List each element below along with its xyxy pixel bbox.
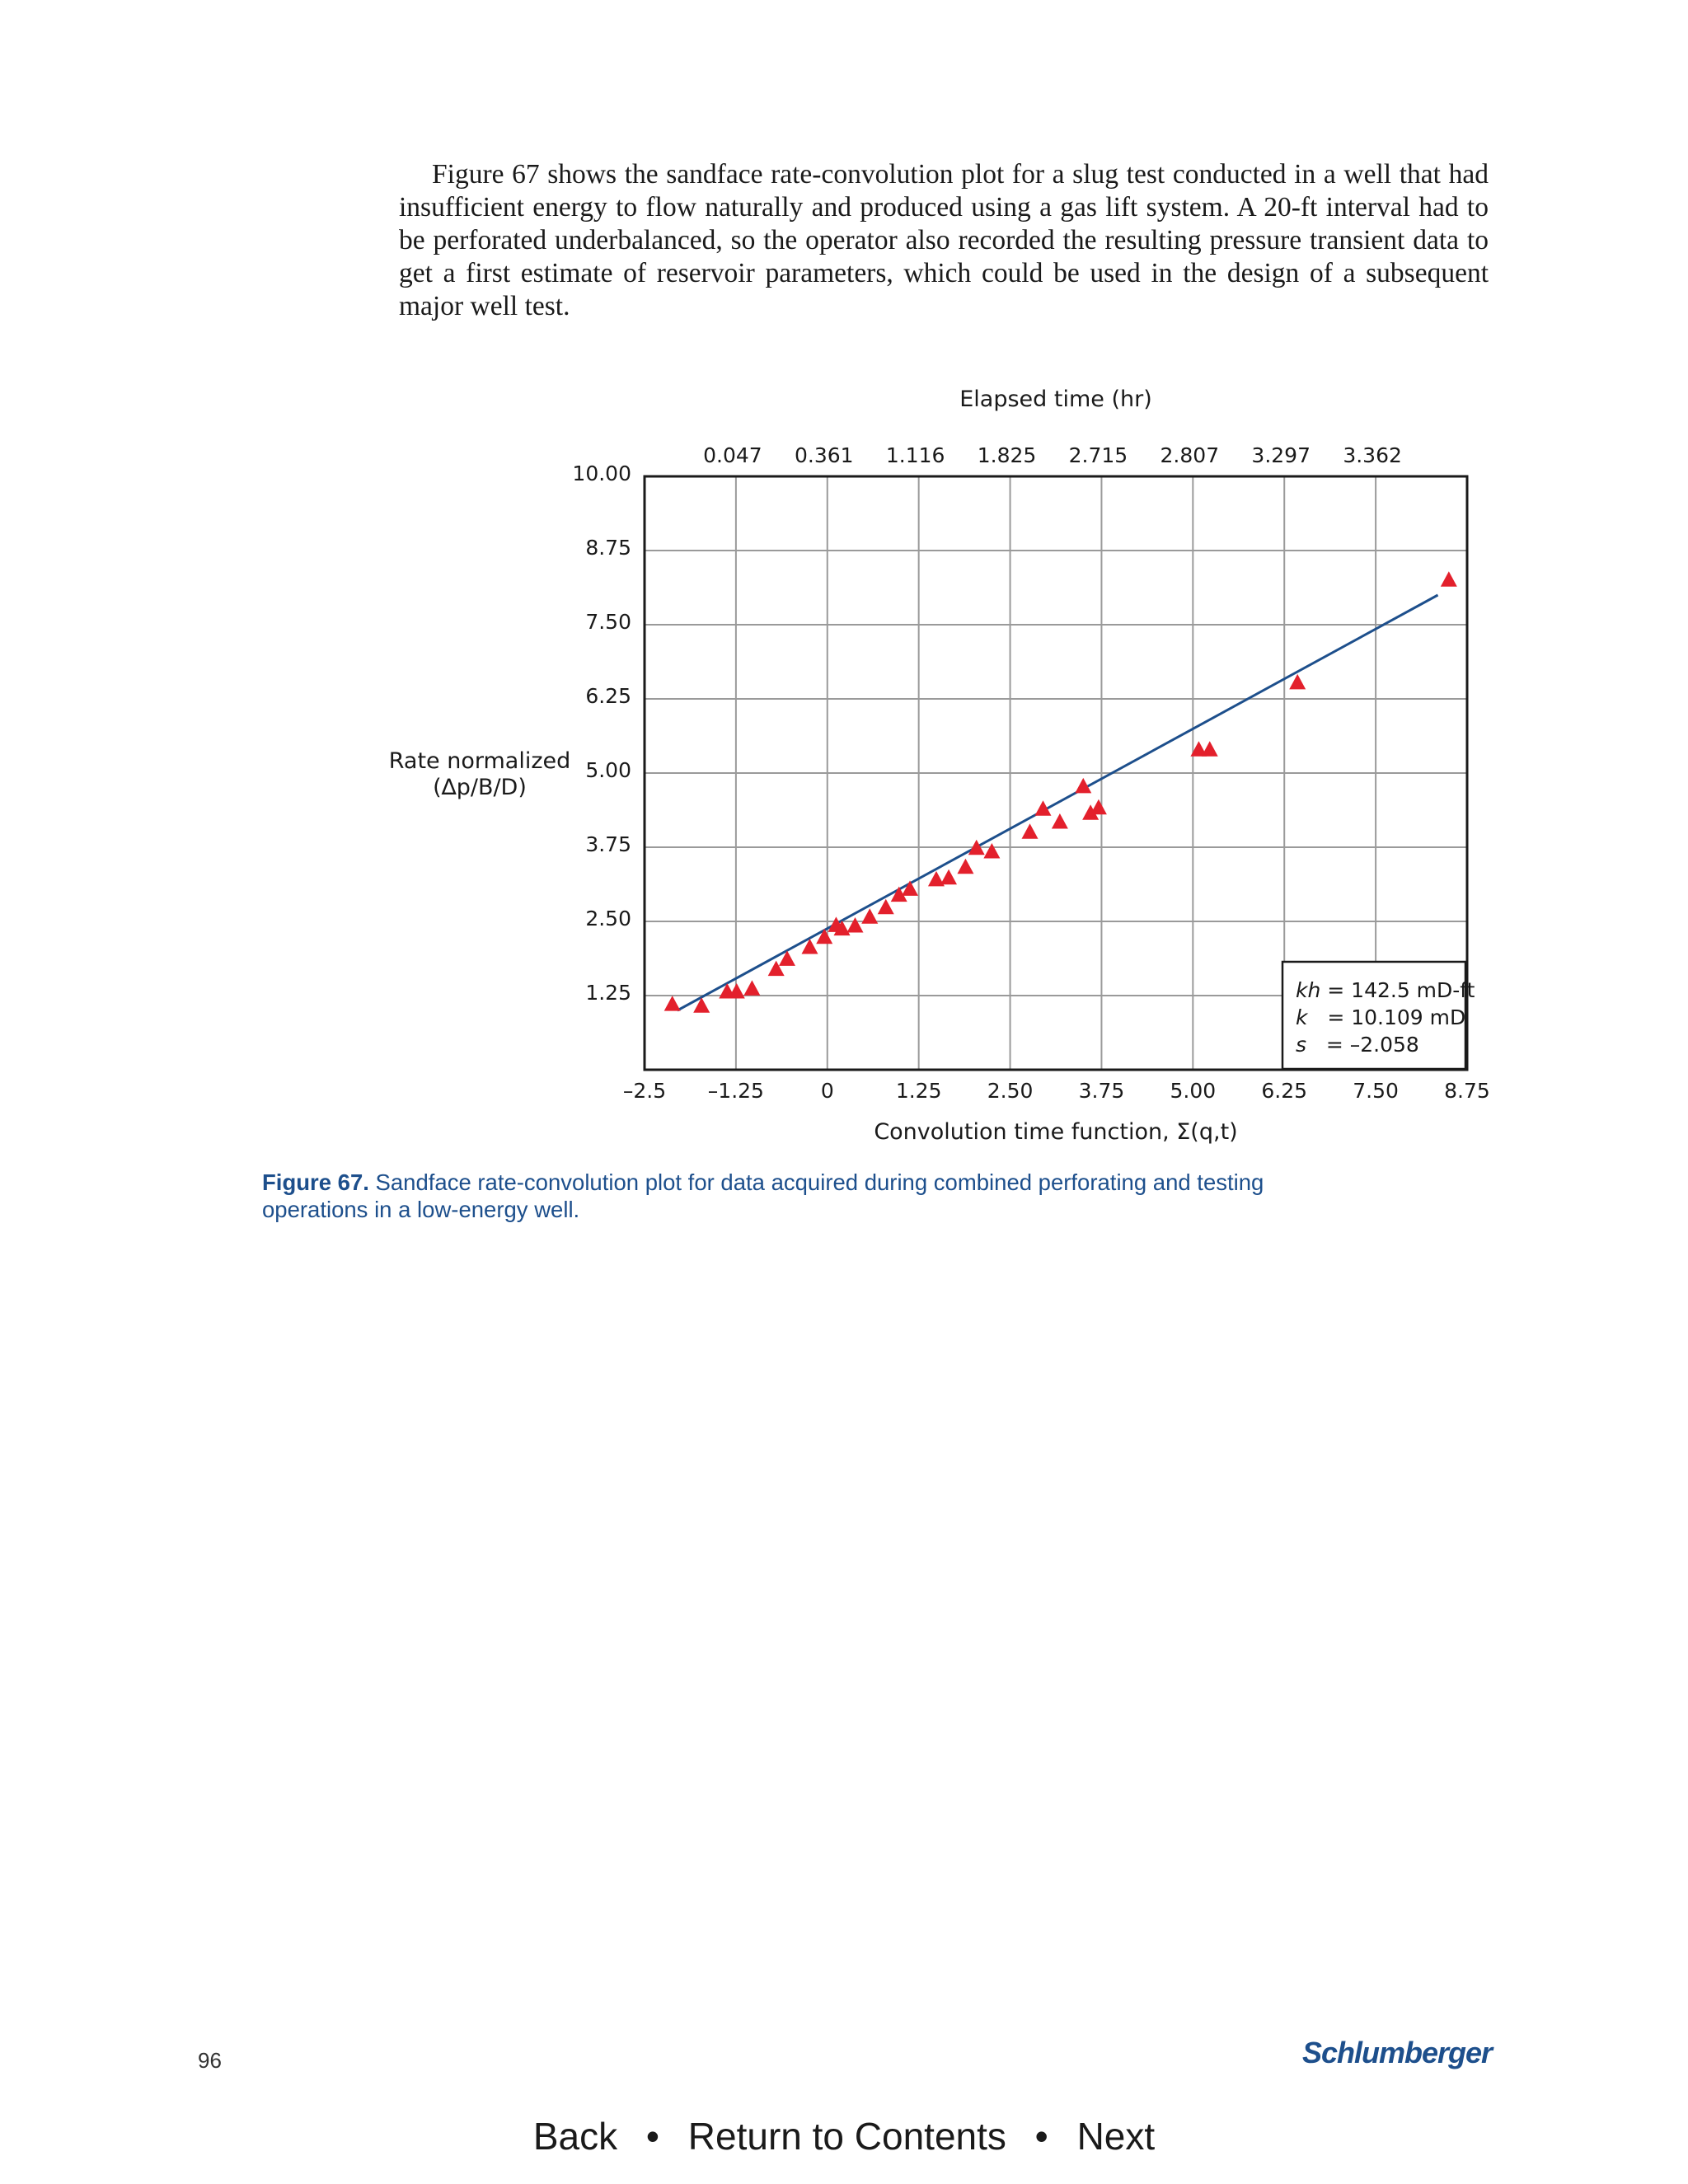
next-link[interactable]: Next (1076, 2115, 1156, 2158)
y-tick-label: 6.25 (585, 684, 631, 708)
top-axis-title: Elapsed time (hr) (959, 387, 1152, 412)
results-s-symbol: s (1296, 1033, 1307, 1057)
data-points (664, 571, 1457, 1012)
top-tick-label: 3.362 (1343, 443, 1402, 467)
figure-caption (262, 1169, 1350, 1223)
data-point-triangle (1289, 674, 1306, 690)
results-k-value: = 10.109 mD (1307, 1005, 1466, 1029)
page-navigation (0, 2114, 1688, 2158)
y-tick-label: 8.75 (585, 536, 631, 560)
results-kh-symbol: kh (1296, 978, 1321, 1002)
x-tick-label: 1.25 (895, 1079, 942, 1103)
intro-paragraph: Figure 67 shows the sandface rate-convolution plot for a slug test conducted in a well that had insufficient energy to flow naturally and produced using a gas lift system. A 20-ft interval had to be perforated underbalanced, so the operator also recorded the resulting pressure transient data to get a first estimate of reservoir parameters, which could be used in the design of a subsequent major well test. (399, 159, 1489, 321)
results-box (1282, 962, 1475, 1069)
top-axis-ticks (703, 443, 1402, 467)
data-point-triangle (902, 880, 918, 896)
results-s-value: = –2.058 (1306, 1033, 1419, 1057)
caption-label: Figure 67. (262, 1169, 369, 1195)
y-tick-label: 10.00 (572, 462, 631, 485)
fit-line-group (678, 595, 1438, 1010)
y-tick-label: 3.75 (585, 832, 631, 856)
data-point-triangle (940, 869, 957, 885)
top-tick-label: 3.297 (1251, 443, 1311, 467)
data-point-triangle (846, 917, 863, 933)
page-number: 96 (198, 2048, 222, 2073)
y-tick-label: 2.50 (585, 907, 631, 930)
x-tick-label: 3.75 (1078, 1079, 1125, 1103)
fit-line (678, 595, 1438, 1010)
data-point-triangle (1090, 799, 1107, 815)
data-point-triangle (1202, 741, 1218, 757)
nav-separator: • (645, 2115, 659, 2158)
x-tick-label: 6.25 (1261, 1079, 1308, 1103)
x-tick-label: 5.00 (1170, 1079, 1217, 1103)
x-tick-label: –1.25 (707, 1079, 764, 1103)
x-axis-title: Convolution time function, Σ(q,t) (874, 1119, 1238, 1145)
nav-separator: • (1034, 2115, 1048, 2158)
back-link[interactable]: Back (532, 2115, 618, 2158)
data-point-triangle (1441, 571, 1457, 587)
data-point-triangle (1022, 823, 1039, 839)
data-point-triangle (743, 980, 760, 996)
x-tick-label: 8.75 (1444, 1079, 1490, 1103)
y-axis-title-line1: Rate normalized (388, 748, 571, 774)
caption-text: Sandface rate-convolution plot for data acquired during combined perforating and testing operations in a low-energy well. (262, 1169, 1264, 1222)
results-kh-value: = 142.5 mD-ft (1320, 978, 1475, 1002)
y-tick-label: 7.50 (585, 610, 631, 634)
top-tick-label: 0.361 (794, 443, 854, 467)
data-point-triangle (983, 843, 1000, 859)
data-point-triangle (957, 859, 973, 874)
results-k-symbol: k (1296, 1005, 1308, 1029)
data-point-triangle (1052, 813, 1068, 829)
x-tick-label: 0 (820, 1079, 834, 1103)
svg-text:kh = 142.5 mD-ft (1296, 978, 1475, 1002)
x-axis-ticks (623, 1079, 1490, 1103)
y-axis-ticks (572, 462, 631, 1005)
top-tick-label: 2.807 (1160, 443, 1220, 467)
x-tick-label: 7.50 (1353, 1079, 1399, 1103)
return-to-contents-link[interactable]: Return to Contents (687, 2115, 1006, 2158)
data-point-triangle (664, 996, 681, 1011)
top-tick-label: 0.047 (703, 443, 762, 467)
y-tick-label: 1.25 (585, 981, 631, 1005)
top-tick-label: 1.825 (977, 443, 1037, 467)
brand-logo: Schlumberger (1302, 2036, 1493, 2069)
svg-text:k = 10.109 mD (1296, 1005, 1465, 1029)
x-tick-label: 2.50 (987, 1079, 1034, 1103)
y-tick-label: 5.00 (585, 758, 631, 782)
top-tick-label: 2.715 (1068, 443, 1128, 467)
y-axis-title-line2: (∆p/B/D) (433, 775, 527, 800)
data-point-triangle (861, 908, 878, 924)
svg-text:s = –2.058 (1296, 1033, 1419, 1057)
x-tick-label: –2.5 (622, 1079, 667, 1103)
top-tick-label: 1.116 (885, 443, 945, 467)
